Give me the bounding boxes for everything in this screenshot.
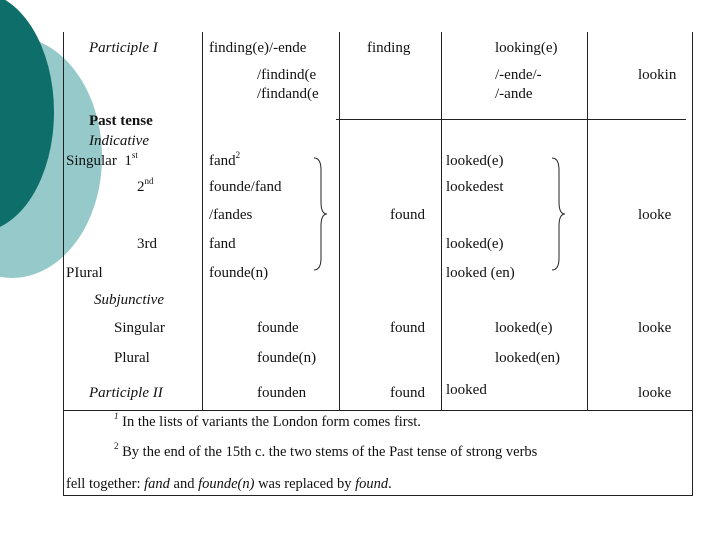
participle2-form: founden xyxy=(257,385,307,401)
subjunctive-form: found xyxy=(390,320,425,336)
past-form: lookedest xyxy=(446,179,504,195)
table-border-right xyxy=(692,32,693,496)
participle2-form: found xyxy=(390,385,425,401)
singular-label: Singular 1st xyxy=(66,150,138,169)
participle2-label: Participle II xyxy=(89,385,163,401)
past-form: founde(n) xyxy=(209,265,269,281)
subjunctive-label: Subjunctive xyxy=(94,292,164,308)
person-label: 2nd xyxy=(137,176,154,195)
participle1-variant: /-ande xyxy=(495,86,533,102)
subjunctive-form: looke xyxy=(638,320,672,336)
singular-label: Singular xyxy=(114,320,165,336)
past-form: fand xyxy=(209,236,236,252)
past-form: looked(e) xyxy=(446,236,504,252)
participle1-label: Participle I xyxy=(89,40,158,56)
column-divider xyxy=(587,32,588,410)
participle2-form: looked xyxy=(446,382,487,398)
indicative-label: Indicative xyxy=(89,133,149,149)
subjunctive-form: looked(en) xyxy=(495,350,560,366)
participle1-form-4: lookin xyxy=(638,67,677,83)
past-form: founde/fand xyxy=(209,179,282,195)
participle1-variant: /findand(e xyxy=(257,86,319,102)
past-form: looked (en) xyxy=(446,265,515,281)
right-brace xyxy=(312,156,328,272)
participle2-form: looke xyxy=(638,385,672,401)
footnote-divider xyxy=(63,410,692,411)
participle1-variant: /findind(e xyxy=(257,67,317,83)
footnote-2: $^2$ By the end of the 15th c. the two stems of the Past tense of strong verbs xyxy=(114,441,538,460)
row-divider xyxy=(336,119,686,120)
participle1-form-1: finding(e)/-ende xyxy=(209,40,307,56)
footnote-2-continued: fell together: fand and founde(n) was replaced by found. xyxy=(66,476,392,492)
plural-label: Plural xyxy=(114,350,150,366)
past-form: /fandes xyxy=(209,207,253,223)
past-form: found xyxy=(390,207,425,223)
column-divider xyxy=(339,32,340,410)
right-brace xyxy=(550,156,566,272)
participle1-form-2: finding xyxy=(367,40,411,56)
participle1-form-3: looking(e) xyxy=(495,40,558,56)
plural-label: PIural xyxy=(66,265,103,281)
subjunctive-form: founde(n) xyxy=(257,350,317,366)
past-form: looke xyxy=(638,207,672,223)
past-form: fand$^2$ xyxy=(209,150,241,169)
column-divider xyxy=(202,32,203,410)
table-border-bottom xyxy=(63,495,692,496)
participle1-variant: /-ende/- xyxy=(495,67,542,83)
table-border-left xyxy=(63,32,64,496)
person-label: 3rd xyxy=(137,236,157,252)
subjunctive-form: looked(e) xyxy=(495,320,553,336)
column-divider xyxy=(441,32,442,410)
past-form: looked(e) xyxy=(446,153,504,169)
footnote-1: $^1$ In the lists of variants the London form comes first. xyxy=(114,411,421,430)
past-tense-heading: Past tense xyxy=(89,113,153,129)
subjunctive-form: founde xyxy=(257,320,299,336)
